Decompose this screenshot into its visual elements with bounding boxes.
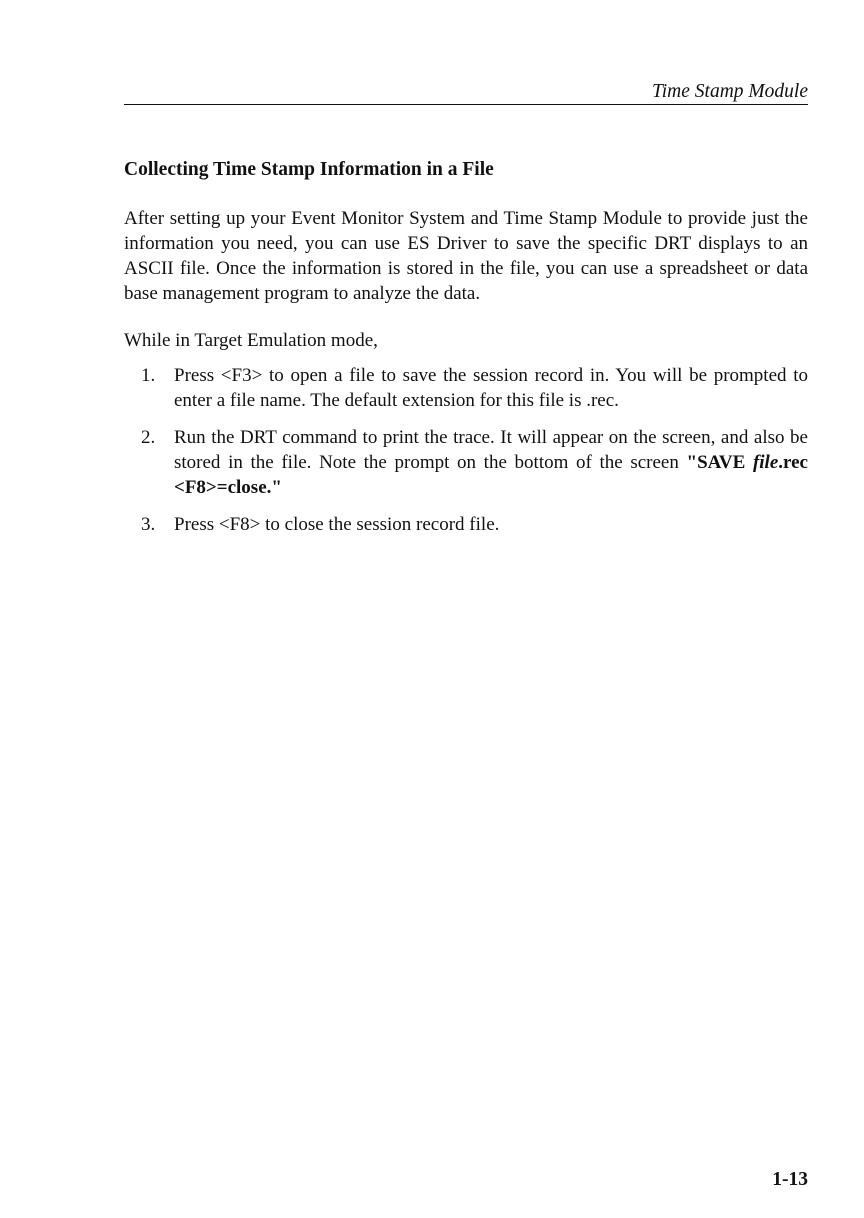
step-item <box>124 425 808 500</box>
step-number: 3. <box>141 514 156 535</box>
step-number: 1. <box>141 365 156 386</box>
step-number: 2. <box>141 427 156 448</box>
step-item <box>124 363 808 413</box>
step-text: Press <F3> to open a file to save the session record in. You will be prompted to enter a file name. The default extension for this file is .rec. <box>174 365 808 411</box>
save-prompt-open: "SAVE <box>686 452 753 473</box>
intro-paragraph: After setting up your Event Monitor System and Time Stamp Module to provide just the information you need, you can use ES Driver to save the specific DRT displays to an ASCII file. Once the information is stored in the file, you can use a spreadsheet or data base management program to analyze the data. <box>124 208 808 304</box>
page-number: 1-13 <box>772 1169 808 1190</box>
header-rule <box>124 104 808 105</box>
step-item <box>124 512 808 537</box>
step-text: Run the DRT command to print the trace. It will appear on the screen, and also be stored in the file. Note the prompt on the bottom of the screen <box>174 427 808 473</box>
step-text: Press <F8> to close the session record file. <box>174 514 500 535</box>
running-header: Time Stamp Module <box>652 81 808 102</box>
save-prompt-filename: file <box>752 452 779 473</box>
steps-list <box>124 363 808 549</box>
section-title: Collecting Time Stamp Information in a File <box>124 159 494 180</box>
lead-paragraph: While in Target Emulation mode, <box>124 330 378 351</box>
save-prompt-close: .rec <F8>=close." <box>174 452 808 498</box>
